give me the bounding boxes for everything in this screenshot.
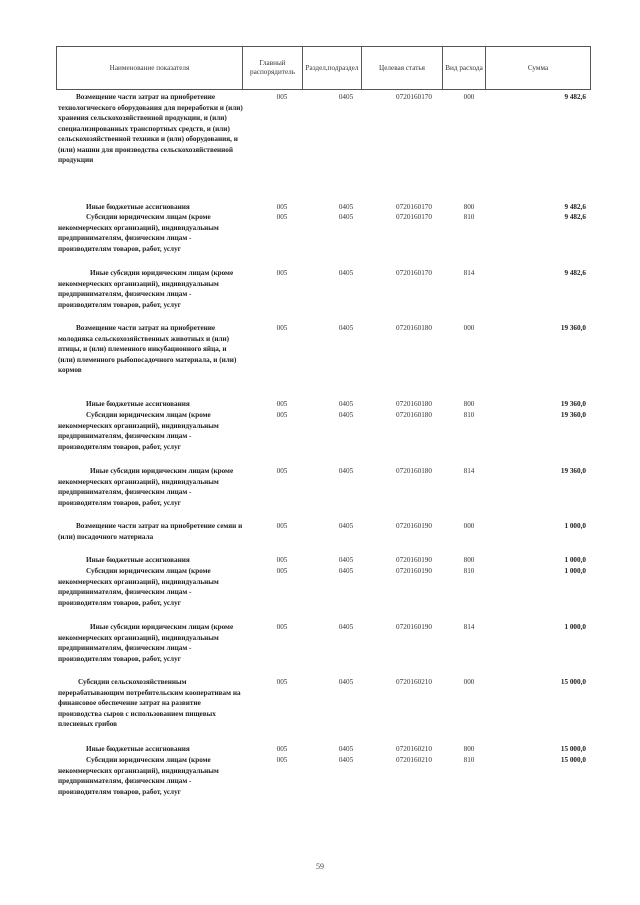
row-sum: 19 360,0 — [560, 467, 586, 475]
header-csr: Целевая статья — [362, 47, 443, 89]
header-vr: Вид расхода — [443, 47, 486, 89]
row-vr: 000 — [463, 522, 475, 530]
row-sum: 1 000,0 — [564, 556, 586, 564]
row-name: Иные бюджетные ассигнования — [86, 203, 190, 211]
row-vr: 800 — [463, 556, 475, 564]
row-name: Иные бюджетные ассигнования — [86, 556, 190, 564]
row-name: Иные бюджетные ассигнования — [86, 745, 190, 753]
row-csr: 0720160170 — [396, 93, 432, 101]
table-row — [0, 268, 640, 309]
row-grbs: 005 — [276, 567, 288, 575]
row-grbs: 005 — [276, 467, 288, 475]
row-grbs: 005 — [276, 623, 288, 631]
row-razdel: 0405 — [338, 467, 354, 475]
row-csr: 0720160210 — [396, 678, 432, 686]
row-razdel: 0405 — [338, 400, 354, 408]
row-razdel: 0405 — [338, 567, 354, 575]
table-row — [0, 399, 640, 408]
row-razdel: 0405 — [338, 203, 354, 211]
row-sum: 1 000,0 — [564, 623, 586, 631]
row-csr: 0720160190 — [396, 522, 432, 530]
row-csr: 0720160210 — [396, 756, 432, 764]
table-row — [0, 92, 640, 164]
row-name: Возмещение части затрат на приобретение молодняка сельскохозяйственных животных и (или) птицы, и (или) племенного инкубационного яйца, и (или) племенного рыбопосадочного материала, и (или) кормов — [58, 324, 237, 374]
row-grbs: 005 — [276, 203, 288, 211]
header-razdel: Раздел,подраздел — [303, 47, 362, 89]
row-name: Субсидии юридическим лицам (кроме некоммерческих организаций), индивидуальным предпринимателям, физическим лицам - производителям товаров, работ, услуг — [58, 411, 219, 451]
row-sum: 19 360,0 — [560, 400, 586, 408]
row-vr: 000 — [463, 678, 475, 686]
row-name: Иные субсидии юридическим лицам (кроме некоммерческих организаций), индивидуальным предпринимателям, физическим лицам - производителям товаров, работ, услуг — [58, 623, 234, 663]
row-grbs: 005 — [276, 745, 288, 753]
row-sum: 9 482,6 — [564, 213, 586, 221]
row-vr: 000 — [463, 324, 475, 332]
row-sum: 15 000,0 — [560, 678, 586, 686]
row-sum: 1 000,0 — [564, 522, 586, 530]
row-razdel: 0405 — [338, 556, 354, 564]
table-row — [0, 622, 640, 663]
row-csr: 0720160170 — [396, 203, 432, 211]
row-name: Возмещение части затрат на приобретение технологического оборудования для переработки и (или) хранения сельскохозяйственной продукции, и (или) специализированных транспортных средств, и (или) сельскохозяйственной техники и (или) оборудования, и (или) машин для производства сельскохозяйственной продукции — [58, 93, 243, 164]
row-sum: 9 482,6 — [564, 269, 586, 277]
row-vr: 810 — [463, 567, 475, 575]
row-razdel: 0405 — [338, 678, 354, 686]
header-grbs: Главный распорядитель — [243, 47, 303, 89]
row-grbs: 005 — [276, 213, 288, 221]
row-name: Иные субсидии юридическим лицам (кроме некоммерческих организаций), индивидуальным предпринимателям, физическим лицам - производителям товаров, работ, услуг — [58, 269, 234, 309]
row-grbs: 005 — [276, 411, 288, 419]
row-name: Субсидии юридическим лицам (кроме некоммерческих организаций), индивидуальным предпринимателям, физическим лицам - производителям товаров, работ, услуг — [58, 567, 219, 607]
page-number: 59 — [316, 862, 324, 871]
row-vr: 800 — [463, 203, 475, 211]
row-vr: 000 — [463, 93, 475, 101]
row-grbs: 005 — [276, 324, 288, 332]
table-header — [56, 46, 591, 90]
header-name: Наименование показателя — [57, 47, 243, 89]
row-csr: 0720160190 — [396, 567, 432, 575]
row-razdel: 0405 — [338, 411, 354, 419]
row-grbs: 005 — [276, 522, 288, 530]
table-row — [0, 744, 640, 753]
row-vr: 814 — [463, 269, 475, 277]
table-row — [0, 677, 640, 728]
row-sum: 9 482,6 — [564, 93, 586, 101]
row-name: Иные бюджетные ассигнования — [86, 400, 190, 408]
table-row — [0, 555, 640, 564]
row-name: Субсидии юридическим лицам (кроме некоммерческих организаций), индивидуальным предпринимателям, физическим лицам - производителям товаров, работ, услуг — [58, 213, 219, 253]
row-razdel: 0405 — [338, 522, 354, 530]
row-csr: 0720160180 — [396, 411, 432, 419]
row-grbs: 005 — [276, 400, 288, 408]
table-row — [0, 566, 640, 607]
row-razdel: 0405 — [338, 623, 354, 631]
table-row — [0, 466, 640, 507]
row-grbs: 005 — [276, 93, 288, 101]
row-csr: 0720160210 — [396, 745, 432, 753]
row-name: Возмещение части затрат на приобретение семян и (или) посадочного материала — [58, 522, 243, 541]
row-sum: 1 000,0 — [564, 567, 586, 575]
row-vr: 810 — [463, 756, 475, 764]
row-csr: 0720160170 — [396, 213, 432, 221]
row-name: Иные субсидии юридическим лицам (кроме некоммерческих организаций), индивидуальным предпринимателям, физическим лицам - производителям товаров, работ, услуг — [58, 467, 234, 507]
row-razdel: 0405 — [338, 269, 354, 277]
table-row — [0, 212, 640, 253]
row-vr: 814 — [463, 467, 475, 475]
row-grbs: 005 — [276, 556, 288, 564]
row-razdel: 0405 — [338, 324, 354, 332]
table-row — [0, 755, 640, 796]
header-sum: Сумма — [527, 63, 549, 72]
row-sum: 9 482,6 — [564, 203, 586, 211]
row-csr: 0720160190 — [396, 556, 432, 564]
row-csr: 0720160180 — [396, 400, 432, 408]
row-grbs: 005 — [276, 678, 288, 686]
table-row — [0, 323, 640, 374]
row-grbs: 005 — [276, 269, 288, 277]
row-sum: 15 000,0 — [560, 756, 586, 764]
row-vr: 814 — [463, 623, 475, 631]
row-csr: 0720160180 — [396, 467, 432, 475]
row-razdel: 0405 — [338, 93, 354, 101]
row-csr: 0720160180 — [396, 324, 432, 332]
row-csr: 0720160190 — [396, 623, 432, 631]
row-grbs: 005 — [276, 756, 288, 764]
row-name: Субсидии сельскохозяйственным перерабатывающим потребительским кооперативам на финансовое обеспечение затрат на развитие производства сыров с использованием пищевых плесневых грибов — [58, 678, 241, 728]
row-vr: 800 — [463, 745, 475, 753]
row-razdel: 0405 — [338, 745, 354, 753]
row-csr: 0720160170 — [396, 269, 432, 277]
row-vr: 800 — [463, 400, 475, 408]
table-row — [0, 521, 640, 541]
table-row — [0, 202, 640, 211]
row-razdel: 0405 — [338, 756, 354, 764]
row-vr: 810 — [463, 411, 475, 419]
row-vr: 810 — [463, 213, 475, 221]
row-sum: 15 000,0 — [560, 745, 586, 753]
row-razdel: 0405 — [338, 213, 354, 221]
row-sum: 19 360,0 — [560, 411, 586, 419]
table-row — [0, 410, 640, 451]
row-name: Субсидии юридическим лицам (кроме некоммерческих организаций), индивидуальным предпринимателям, физическим лицам - производителям товаров, работ, услуг — [58, 756, 219, 796]
row-sum: 19 360,0 — [560, 324, 586, 332]
